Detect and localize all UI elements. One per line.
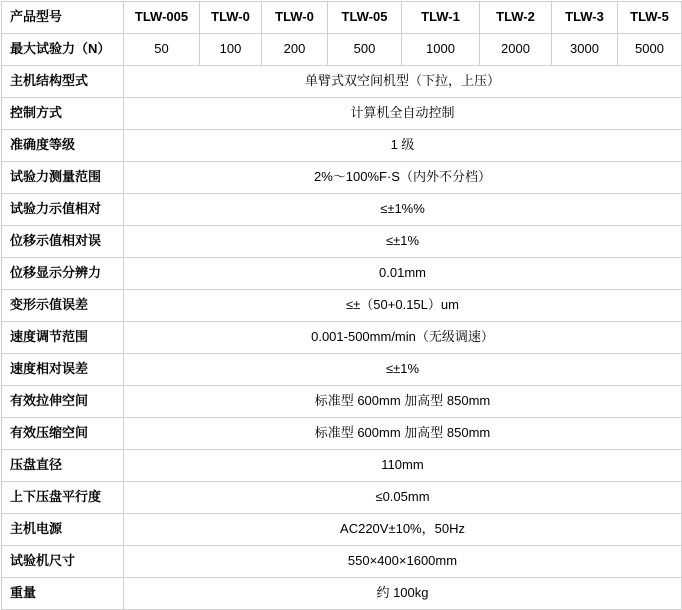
table-row bbox=[2, 418, 682, 450]
max-force-value-4: 1000 bbox=[402, 34, 480, 66]
row-label: 试验力示值相对 bbox=[2, 194, 124, 226]
row-value: 约 100kg bbox=[124, 578, 682, 610]
table-row bbox=[2, 162, 682, 194]
max-force-value-5: 2000 bbox=[480, 34, 552, 66]
row-label-model: 产品型号 bbox=[2, 2, 124, 34]
table-row bbox=[2, 290, 682, 322]
row-label: 试验机尺寸 bbox=[2, 546, 124, 578]
row-value: ≤±1%% bbox=[124, 194, 682, 226]
table-row bbox=[2, 354, 682, 386]
row-value: 110mm bbox=[124, 450, 682, 482]
max-force-value-3: 500 bbox=[328, 34, 402, 66]
row-value: AC220V±10%，50Hz bbox=[124, 514, 682, 546]
max-force-value-1: 100 bbox=[200, 34, 262, 66]
table-row bbox=[2, 514, 682, 546]
table-row bbox=[2, 322, 682, 354]
table-row bbox=[2, 546, 682, 578]
table-row bbox=[2, 66, 682, 98]
row-value: 0.001-500mm/min（无级调速） bbox=[124, 322, 682, 354]
model-column-4: TLW-1 bbox=[402, 2, 480, 34]
row-label: 主机结构型式 bbox=[2, 66, 124, 98]
row-value: ≤±（50+0.15L）um bbox=[124, 290, 682, 322]
row-value: ≤0.05mm bbox=[124, 482, 682, 514]
table-row bbox=[2, 482, 682, 514]
row-label: 位移示值相对误 bbox=[2, 226, 124, 258]
model-column-0: TLW-005 bbox=[124, 2, 200, 34]
row-label: 准确度等级 bbox=[2, 130, 124, 162]
row-value: ≤±1% bbox=[124, 226, 682, 258]
row-label-max-force: 最大试验力（N） bbox=[2, 34, 124, 66]
specifications-table bbox=[1, 1, 682, 610]
max-force-value-7: 5000 bbox=[618, 34, 682, 66]
row-value: ≤±1% bbox=[124, 354, 682, 386]
row-value: 单臂式双空间机型（下拉，上压） bbox=[124, 66, 682, 98]
table-row bbox=[2, 386, 682, 418]
row-label: 主机电源 bbox=[2, 514, 124, 546]
row-label: 变形示值误差 bbox=[2, 290, 124, 322]
row-label: 上下压盘平行度 bbox=[2, 482, 124, 514]
table-row-max-force bbox=[2, 34, 682, 66]
model-column-2: TLW-0 bbox=[262, 2, 328, 34]
table-row bbox=[2, 98, 682, 130]
table-row bbox=[2, 130, 682, 162]
table-row bbox=[2, 258, 682, 290]
row-value: 标准型 600mm 加高型 850mm bbox=[124, 418, 682, 450]
max-force-value-2: 200 bbox=[262, 34, 328, 66]
row-value: 计算机全自动控制 bbox=[124, 98, 682, 130]
model-column-1: TLW-0 bbox=[200, 2, 262, 34]
model-column-7: TLW-5 bbox=[618, 2, 682, 34]
row-value: 0.01mm bbox=[124, 258, 682, 290]
table-row bbox=[2, 194, 682, 226]
model-column-3: TLW-05 bbox=[328, 2, 402, 34]
model-column-6: TLW-3 bbox=[552, 2, 618, 34]
table-row bbox=[2, 450, 682, 482]
table-row bbox=[2, 226, 682, 258]
row-value: 1 级 bbox=[124, 130, 682, 162]
max-force-value-6: 3000 bbox=[552, 34, 618, 66]
row-label: 有效压缩空间 bbox=[2, 418, 124, 450]
row-label: 控制方式 bbox=[2, 98, 124, 130]
table-row bbox=[2, 578, 682, 610]
row-value: 2%～100%F·S（内外不分档） bbox=[124, 162, 682, 194]
model-column-5: TLW-2 bbox=[480, 2, 552, 34]
row-label: 速度相对误差 bbox=[2, 354, 124, 386]
row-value: 标准型 600mm 加高型 850mm bbox=[124, 386, 682, 418]
row-label: 速度调节范围 bbox=[2, 322, 124, 354]
row-label: 压盘直径 bbox=[2, 450, 124, 482]
row-label: 有效拉伸空间 bbox=[2, 386, 124, 418]
row-value: 550×400×1600mm bbox=[124, 546, 682, 578]
max-force-value-0: 50 bbox=[124, 34, 200, 66]
row-label: 试验力测量范围 bbox=[2, 162, 124, 194]
table-row-header bbox=[2, 2, 682, 34]
row-label: 位移显示分辨力 bbox=[2, 258, 124, 290]
row-label: 重量 bbox=[2, 578, 124, 610]
